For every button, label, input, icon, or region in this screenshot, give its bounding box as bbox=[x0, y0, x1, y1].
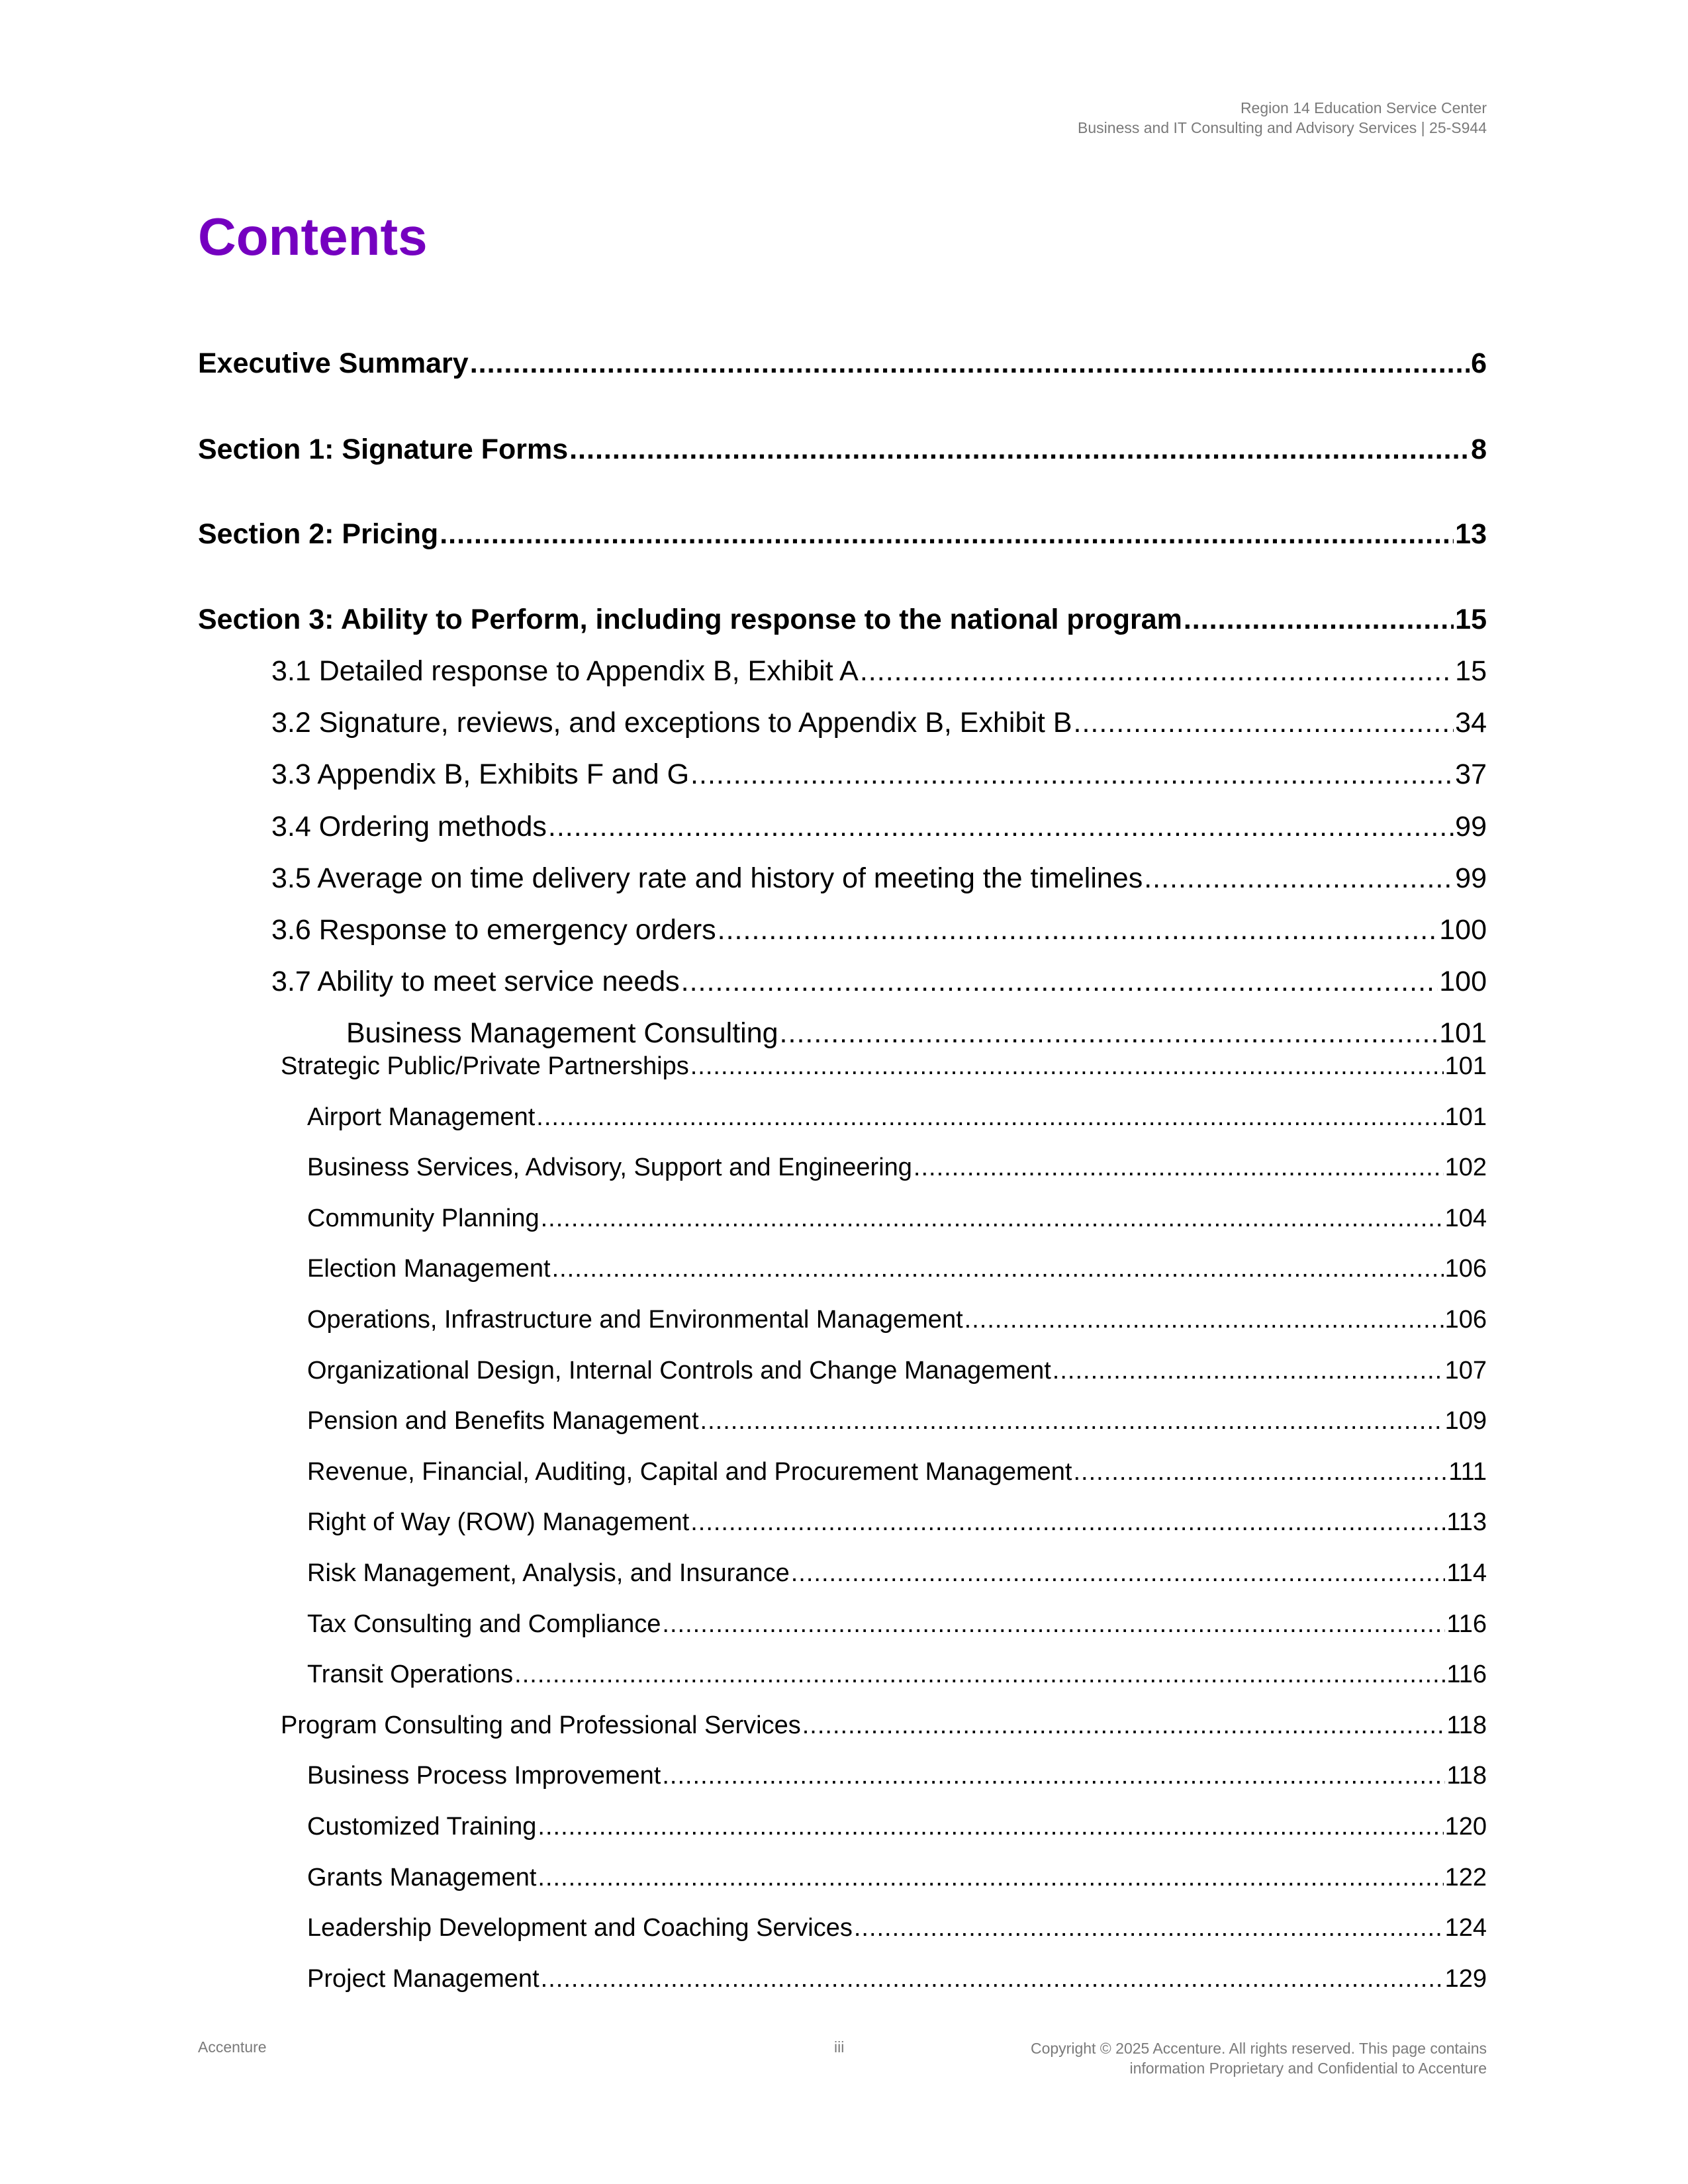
toc-entry[interactable] bbox=[198, 1052, 1487, 1081]
toc-page-number: 99 bbox=[1455, 862, 1487, 894]
toc-entry[interactable] bbox=[198, 433, 1487, 466]
toc-page-number: 124 bbox=[1444, 1914, 1487, 1942]
toc-entry-title: Executive Summary bbox=[198, 347, 469, 379]
toc-entry-title: 3.5 Average on time delivery rate and history of meeting the timelines bbox=[271, 862, 1143, 894]
toc-entry[interactable] bbox=[198, 914, 1487, 946]
toc-entry-title: 3.2 Signature, reviews, and exceptions to Appendix B, Exhibit B bbox=[271, 707, 1072, 739]
toc-page-number: 118 bbox=[1446, 1711, 1487, 1739]
toc-entry-title: Tax Consulting and Compliance bbox=[307, 1610, 661, 1638]
toc-page-number: 106 bbox=[1444, 1306, 1487, 1334]
toc-entry-title: Risk Management, Analysis, and Insurance bbox=[307, 1559, 790, 1587]
toc-entry-title: Operations, Infrastructure and Environmental Management bbox=[307, 1306, 963, 1334]
toc-page-number: 100 bbox=[1439, 966, 1487, 997]
toc-dot-leader bbox=[1144, 862, 1454, 895]
toc-entry[interactable] bbox=[198, 1357, 1487, 1385]
toc-entry[interactable] bbox=[198, 1017, 1487, 1050]
toc-dot-leader bbox=[780, 1017, 1438, 1050]
toc-page-number: 118 bbox=[1446, 1762, 1487, 1790]
toc-entry[interactable] bbox=[198, 1610, 1487, 1639]
toc-page-number: 13 bbox=[1455, 518, 1487, 550]
toc-page-number: 34 bbox=[1455, 707, 1487, 739]
toc-dot-leader bbox=[569, 433, 1470, 466]
toc-dot-leader bbox=[440, 518, 1454, 551]
toc-entry[interactable] bbox=[198, 1458, 1487, 1486]
toc-page-number: 106 bbox=[1444, 1255, 1487, 1283]
toc-page-number: 101 bbox=[1444, 1052, 1487, 1080]
toc-page-number: 111 bbox=[1448, 1458, 1487, 1486]
toc-page-number: 8 bbox=[1471, 433, 1487, 465]
toc-entry-title: Organizational Design, Internal Controls and Change Management bbox=[307, 1357, 1051, 1385]
toc-entry[interactable] bbox=[198, 604, 1487, 636]
toc-dot-leader bbox=[538, 1864, 1443, 1892]
toc-entry-title: Section 1: Signature Forms bbox=[198, 433, 569, 465]
toc-dot-leader bbox=[681, 966, 1438, 998]
toc-entry-title: Revenue, Financial, Auditing, Capital and Procurement Management bbox=[307, 1458, 1072, 1486]
toc-entry-title: Grants Management bbox=[307, 1864, 537, 1891]
footer-copyright-line1: Copyright © 2025 Accenture. All rights reserved. This page contains bbox=[1030, 2040, 1487, 2057]
toc-entry[interactable] bbox=[198, 862, 1487, 895]
toc-entry-title: 3.3 Appendix B, Exhibits F and G bbox=[271, 758, 690, 790]
toc-entry[interactable] bbox=[198, 707, 1487, 739]
toc-entry[interactable] bbox=[198, 1103, 1487, 1132]
toc-page-number: 99 bbox=[1455, 811, 1487, 842]
toc-dot-leader bbox=[541, 1205, 1444, 1233]
toc-entry-title: Pension and Benefits Management bbox=[307, 1407, 699, 1435]
toc-dot-leader bbox=[662, 1762, 1445, 1790]
toc-page-number: 129 bbox=[1444, 1965, 1487, 1993]
toc-dot-leader bbox=[1053, 1357, 1444, 1385]
toc-page-number: 101 bbox=[1444, 1103, 1487, 1131]
toc-dot-leader bbox=[690, 1052, 1444, 1081]
toc-dot-leader bbox=[914, 1154, 1444, 1182]
toc-entry-title: Election Management bbox=[307, 1255, 551, 1283]
toc-entry[interactable] bbox=[198, 655, 1487, 688]
toc-page-number: 6 bbox=[1471, 347, 1487, 379]
header-project: Business and IT Consulting and Advisory Services | 25-S944 bbox=[1078, 119, 1487, 136]
toc-entry[interactable] bbox=[198, 1965, 1487, 1993]
toc-page-number: 107 bbox=[1444, 1357, 1487, 1385]
toc-entry[interactable] bbox=[198, 1508, 1487, 1537]
toc-dot-leader bbox=[1184, 604, 1454, 636]
toc-page-number: 120 bbox=[1444, 1813, 1487, 1841]
header-organization: Region 14 Education Service Center bbox=[1240, 99, 1487, 116]
toc-entry[interactable] bbox=[198, 1407, 1487, 1435]
toc-dot-leader bbox=[1074, 707, 1454, 739]
toc-page-number: 122 bbox=[1444, 1864, 1487, 1891]
footer-copyright-line2: information Proprietary and Confidential to Accenture bbox=[1129, 2060, 1487, 2077]
toc-entry-title: 3.1 Detailed response to Appendix B, Exhibit A bbox=[271, 655, 859, 687]
toc-entry[interactable] bbox=[198, 1661, 1487, 1689]
toc-entry[interactable] bbox=[198, 1813, 1487, 1841]
toc-dot-leader bbox=[718, 914, 1438, 946]
toc-page-number: 100 bbox=[1439, 914, 1487, 946]
toc-entry-title: Transit Operations bbox=[307, 1661, 514, 1688]
toc-entry[interactable] bbox=[198, 518, 1487, 551]
toc-dot-leader bbox=[541, 1965, 1444, 1993]
toc-entry-title: Business Process Improvement bbox=[307, 1762, 661, 1790]
toc-page-number: 109 bbox=[1444, 1407, 1487, 1435]
footer-company: Accenture bbox=[198, 2038, 267, 2056]
toc-entry[interactable] bbox=[198, 1205, 1487, 1233]
toc-page-number: 15 bbox=[1455, 604, 1487, 635]
toc-entry[interactable] bbox=[198, 811, 1487, 843]
toc-page-number: 102 bbox=[1444, 1154, 1487, 1181]
toc-entry[interactable] bbox=[198, 1255, 1487, 1283]
toc-page-number: 15 bbox=[1455, 655, 1487, 687]
toc-entry[interactable] bbox=[198, 1154, 1487, 1182]
toc-dot-leader bbox=[1073, 1458, 1447, 1486]
toc-entry-title: Customized Training bbox=[307, 1813, 537, 1841]
toc-entry-title: 3.6 Response to emergency orders bbox=[271, 914, 716, 946]
toc-dot-leader bbox=[470, 347, 1470, 380]
toc-entry-title: Strategic Public/Private Partnerships bbox=[281, 1052, 689, 1080]
toc-page-number: 101 bbox=[1439, 1017, 1487, 1049]
page-title: Contents bbox=[198, 207, 428, 266]
toc-entry[interactable] bbox=[198, 1306, 1487, 1334]
footer-copyright bbox=[891, 2038, 1487, 2078]
toc-entry-title: 3.4 Ordering methods bbox=[271, 811, 547, 842]
toc-entry-title: Airport Management bbox=[307, 1103, 536, 1131]
toc-entry[interactable] bbox=[198, 966, 1487, 998]
toc-page-number: 104 bbox=[1444, 1205, 1487, 1232]
toc-dot-leader bbox=[536, 1103, 1443, 1132]
toc-dot-leader bbox=[964, 1306, 1444, 1334]
footer-page-number: iii bbox=[834, 2038, 845, 2056]
toc-entry-title: Section 2: Pricing bbox=[198, 518, 439, 550]
toc-dot-leader bbox=[514, 1661, 1445, 1689]
toc-entry[interactable] bbox=[198, 1914, 1487, 1942]
toc-entry[interactable] bbox=[198, 758, 1487, 791]
toc-dot-leader bbox=[548, 811, 1454, 843]
toc-entry-title: Community Planning bbox=[307, 1205, 539, 1232]
toc-page-number: 114 bbox=[1446, 1559, 1487, 1587]
toc-entry-title: Right of Way (ROW) Management bbox=[307, 1508, 690, 1536]
toc-entry[interactable] bbox=[198, 347, 1487, 380]
toc-dot-leader bbox=[791, 1559, 1446, 1588]
toc-dot-leader bbox=[662, 1610, 1445, 1639]
toc-entry-title: 3.7 Ability to meet service needs bbox=[271, 966, 680, 997]
toc-entry-title: Business Services, Advisory, Support and Engineering bbox=[307, 1154, 912, 1181]
toc-entry[interactable] bbox=[198, 1559, 1487, 1588]
toc-entry[interactable] bbox=[198, 1864, 1487, 1892]
toc-dot-leader bbox=[700, 1407, 1444, 1435]
toc-dot-leader bbox=[538, 1813, 1443, 1841]
toc-dot-leader bbox=[690, 758, 1454, 791]
toc-page-number: 116 bbox=[1446, 1610, 1487, 1638]
toc-entry-title: Section 3: Ability to Perform, including response to the national program bbox=[198, 604, 1182, 635]
table-of-contents bbox=[198, 0, 1487, 2184]
toc-page-number: 113 bbox=[1446, 1508, 1487, 1536]
toc-page-number: 37 bbox=[1455, 758, 1487, 790]
toc-entry[interactable] bbox=[198, 1711, 1487, 1740]
toc-dot-leader bbox=[690, 1508, 1445, 1537]
toc-dot-leader bbox=[860, 655, 1454, 688]
toc-entry-title: Project Management bbox=[307, 1965, 539, 1993]
toc-entry[interactable] bbox=[198, 1762, 1487, 1790]
toc-entry-title: Business Management Consulting bbox=[346, 1017, 778, 1049]
toc-entry-title: Program Consulting and Professional Services bbox=[281, 1711, 801, 1739]
toc-dot-leader bbox=[802, 1711, 1446, 1740]
toc-dot-leader bbox=[854, 1914, 1444, 1942]
toc-entry-title: Leadership Development and Coaching Services bbox=[307, 1914, 853, 1942]
toc-dot-leader bbox=[552, 1255, 1444, 1283]
toc-page-number: 116 bbox=[1446, 1661, 1487, 1688]
